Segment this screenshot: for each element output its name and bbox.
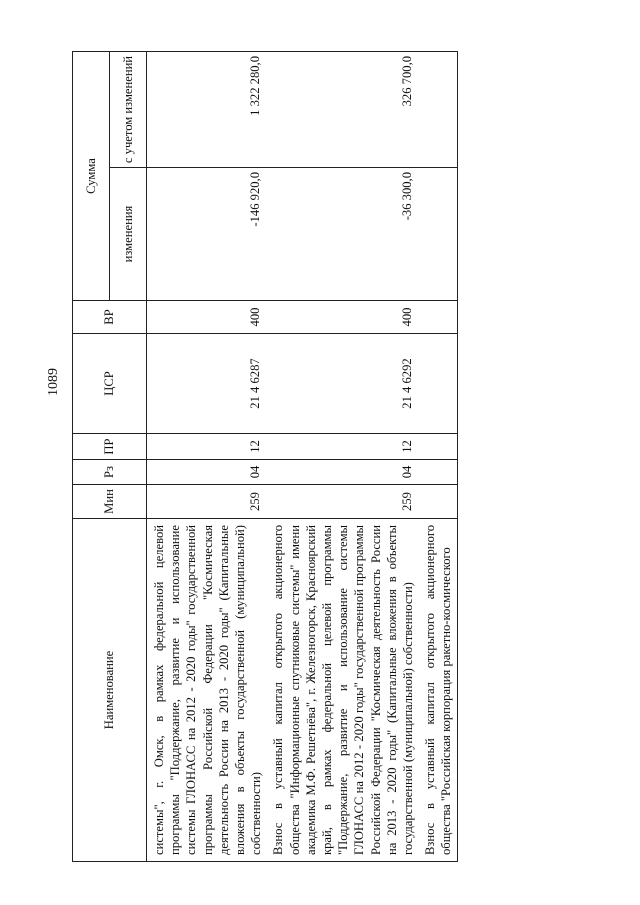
row-pr: 12 — [266, 434, 418, 460]
row-rz: 04 — [266, 460, 418, 485]
budget-table — [72, 51, 458, 862]
row-pr: 12 — [147, 434, 267, 460]
row-name: Взнос в уставный капитал открытого акционерного общества "Информационные спутниковые системы" имени академика М.Ф. Решетнёва", г. Железногорск, Красноярский край, в рамках федеральной целевой программы "Поддержание, развитие и использование системы ГЛОНАСС на 2012 - 2020 годы" государственной программы Российской Федерации "Космическая деятельность России на 2013 - 2020 годы" (Капитальные вложения в объекты государственной (муниципальной) собственности) — [266, 519, 418, 862]
table-row — [266, 51, 418, 861]
row-with-changes: 326 700,0 — [266, 51, 418, 167]
header-rz: Рз — [73, 460, 147, 485]
header-min: Мин — [73, 485, 147, 519]
header-name: Наименование — [73, 519, 147, 862]
header-sum: Сумма — [73, 51, 110, 300]
row-with-changes — [418, 51, 457, 167]
header-with-changes: с учетом изменений — [110, 51, 147, 167]
table-row — [418, 51, 457, 861]
row-csr: 21 4 6292 — [266, 334, 418, 434]
budget-table-page — [72, 52, 604, 862]
page-number: 1089 — [46, 368, 61, 396]
row-name: системы", г. Омск, в рамках федеральной целевой программы "Поддержание, развитие и использование системы ГЛОНАСС на 2012 - 2020 годы" государственной программы Российской Федерации "Космическая деятельность России на 2013 - 2020 годы" (Капитальные вложения в объекты государственной (муниципальной) собственности) — [147, 519, 267, 862]
row-changes — [418, 168, 457, 301]
row-vr: 400 — [266, 301, 418, 334]
row-csr — [418, 334, 457, 434]
row-changes: -146 920,0 — [147, 168, 267, 301]
row-with-changes: 1 322 280,0 — [147, 51, 267, 167]
row-rz — [418, 460, 457, 485]
header-pr: ПР — [73, 434, 147, 460]
row-csr: 21 4 6287 — [147, 334, 267, 434]
table-row — [147, 51, 267, 861]
row-min: 259 — [266, 485, 418, 519]
row-vr — [418, 301, 457, 334]
row-vr: 400 — [147, 301, 267, 334]
header-changes: изменения — [110, 168, 147, 301]
row-min — [418, 485, 457, 519]
header-vr: ВР — [73, 301, 147, 334]
row-min: 259 — [147, 485, 267, 519]
row-changes: -36 300,0 — [266, 168, 418, 301]
header-csr: ЦСР — [73, 334, 147, 434]
row-pr — [418, 434, 457, 460]
row-rz: 04 — [147, 460, 267, 485]
row-name: Взнос в уставный капитал открытого акционерного общества "Российская корпорация ракетно-космического — [418, 519, 457, 862]
